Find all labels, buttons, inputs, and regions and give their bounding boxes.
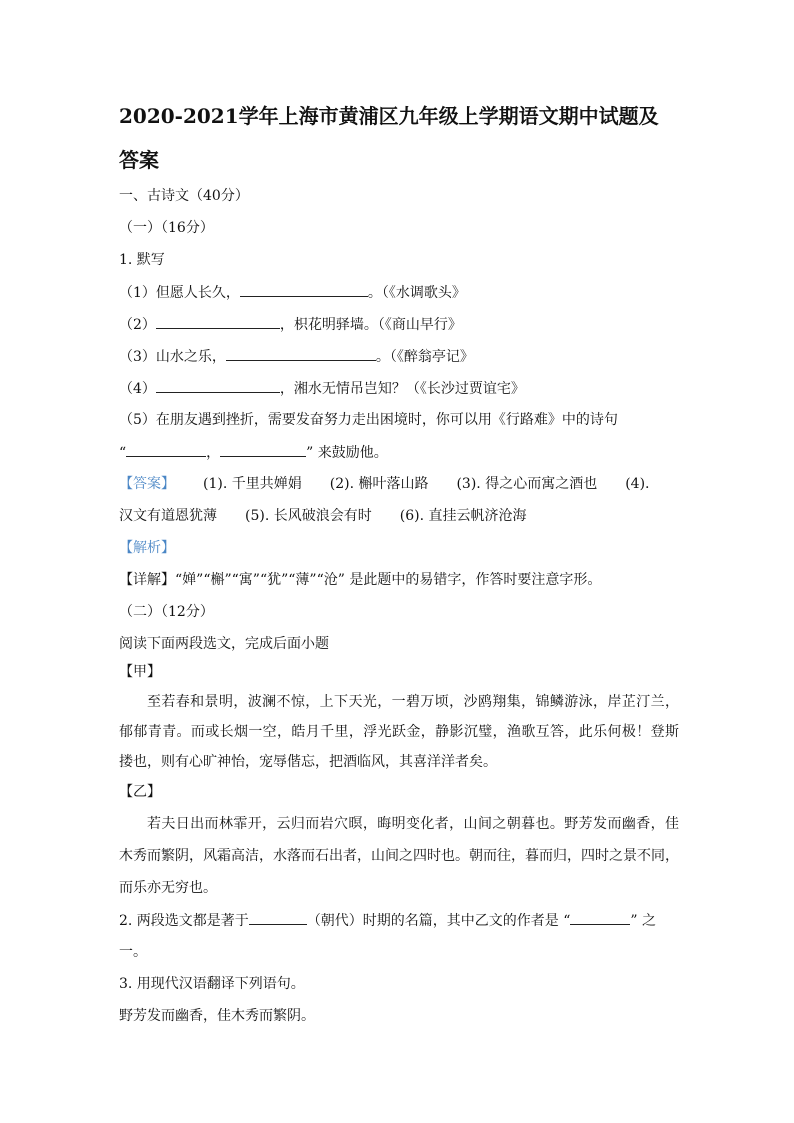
answer-blank [220, 442, 306, 457]
question-3-sentence: 野芳发而幽香，佳木秀而繁阴。 [119, 1008, 315, 1024]
part-heading-2: （二）（12分） [119, 604, 214, 620]
passage-yi-line-2: 木秀而繁阴，风霜高洁，水落而石出者，山间之四时也。朝而往，暮而归，四时之景不同， [119, 848, 679, 864]
question-1-2 [119, 314, 679, 335]
answer-blank [226, 346, 376, 361]
quote-open: “ [119, 445, 127, 461]
q1-2-text: ，枳花明驿墙 [279, 317, 364, 333]
answer-5: (5). 长风破浪会有时 [245, 508, 372, 524]
question-1-5-blanks [119, 442, 679, 463]
question-3: 3. 用现代汉语翻译下列语句。 [119, 976, 305, 992]
answer-6: (6). 直挂云帆济沧海 [399, 508, 527, 524]
analysis-tag: 【解析】 [119, 540, 175, 556]
answer-line-2 [119, 506, 679, 526]
question-1-heading: 1. 默写 [119, 252, 165, 268]
passage-jia-line-2: 郁郁青青。而或长烟一空，皓月千里，浮光跃金，静影沉璧，渔歌互答，此乐何极！登斯 [119, 724, 679, 740]
answer-line-1 [119, 474, 679, 494]
answer-2: (2). 槲叶落山路 [329, 476, 429, 492]
q1-4-num: （4） [119, 381, 156, 397]
q1-1-source: 。（《水调歌头》 [367, 285, 466, 301]
answer-blank [126, 442, 206, 457]
question-1-1 [119, 282, 679, 303]
q2-text-c: ” 之 [630, 913, 657, 929]
answer-tag: 【答案】 [119, 476, 175, 492]
passage-jia-line-1: 至若春和景明，波澜不惊，上下天光，一碧万顷，沙鸥翔集，锦鳞游泳，岸芷汀兰， [147, 694, 679, 710]
answer-blank [570, 910, 630, 925]
passage-yi-label: 【乙】 [119, 784, 161, 800]
q1-3-text: （3）山水之乐， [119, 349, 226, 365]
question-1-3 [119, 346, 679, 367]
answer-4-label: (4). [625, 476, 650, 492]
question-1-4 [119, 378, 679, 399]
section-heading-1: 一、古诗文（40分） [119, 188, 249, 204]
doc-title-line-2: 答案 [119, 148, 159, 172]
question-2-cont: 一。 [119, 944, 147, 960]
passage-yi-line-1: 若夫日出而林霏开，云归而岩穴暝，晦明变化者，山间之朝暮也。野芳发而幽香，佳 [147, 816, 679, 832]
answer-blank [240, 282, 368, 297]
passage-yi-line-3: 而乐亦无穷也。 [119, 880, 217, 896]
answer-3: (3). 得之心而寓之酒也 [456, 476, 598, 492]
quote-close: ” 来鼓励他。 [306, 445, 388, 461]
detailed-explanation: 【详解】“婵”“槲”“寓”“犹”“薄”“沧” 是此题中的易错字，作答时要注意字形。 [119, 572, 602, 588]
q2-text-b: （朝代）时期的名篇，其中乙文的作者是 “ [306, 913, 571, 929]
part-heading-1: （一）（16分） [119, 220, 214, 236]
q1-3-source: 。（《醉翁亭记》 [375, 349, 474, 365]
passage-jia-label: 【甲】 [119, 664, 161, 680]
question-2 [119, 910, 679, 931]
answer-1: (1). 千里共婵娟 [203, 476, 302, 492]
doc-title-line-1: 2020-2021学年上海市黄浦区九年级上学期语文期中试题及 [119, 104, 659, 128]
reading-intro: 阅读下面两段选文，完成后面小题 [119, 636, 329, 652]
q1-2-source: 。（《商山早行》 [363, 317, 462, 333]
passage-jia-line-3: 搂也，则有心旷神怡，宠辱偕忘，把酒临风，其喜洋洋者矣。 [119, 754, 497, 770]
q1-1-text: （1）但愿人长久， [119, 285, 240, 301]
answer-blank [156, 314, 280, 329]
question-1-5: （5）在朋友遇到挫折，需要发奋努力走出困境时，你可以用《行路难》中的诗句 [119, 412, 618, 428]
q1-2-num: （2） [119, 317, 156, 333]
answer-4: 汉文有道恩犹薄 [119, 508, 217, 524]
q2-text-a: 2. 两段选文都是著于 [119, 913, 249, 929]
q1-4-text: ，湘水无情吊岂知？（《长沙过贾谊宅》 [279, 381, 525, 397]
comma: ， [206, 445, 221, 461]
answer-blank [156, 378, 280, 393]
answer-blank [249, 910, 307, 925]
